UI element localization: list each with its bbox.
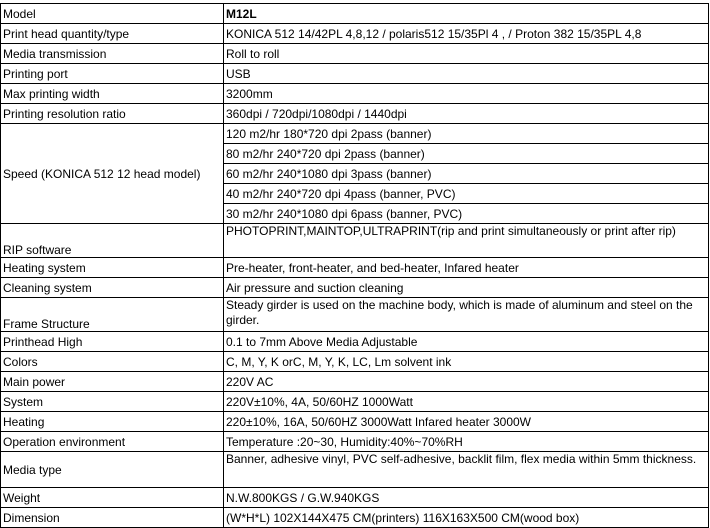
spec-value: 360dpi / 720dpi/1080dpi / 1440dpi: [224, 104, 709, 124]
spec-value: 220V AC: [224, 372, 709, 392]
table-row: [1, 84, 709, 104]
speed-value: 60 m2/hr 240*1080 dpi 3pass (banner): [224, 164, 709, 184]
speed-value: 30 m2/hr 240*1080 dpi 6pass (banner, PVC): [224, 204, 709, 224]
speed-value: 40 m2/hr 240*720 dpi 4pass (banner, PVC): [224, 184, 709, 204]
spec-label: Frame Structure: [1, 298, 224, 332]
spec-value: Air pressure and suction cleaning: [224, 278, 709, 298]
table-row: [1, 224, 709, 258]
spec-table-body: [1, 4, 709, 528]
spec-value: Steady girder is used on the machine body, which is made of aluminum and steel on the girder.: [224, 298, 709, 332]
speed-value: 80 m2/hr 240*720 dpi 2pass (banner): [224, 144, 709, 164]
table-row: [1, 124, 709, 144]
spec-label: RIP software: [1, 224, 224, 258]
table-row: [1, 488, 709, 508]
spec-label: Max printing width: [1, 84, 224, 104]
speed-value: 120 m2/hr 180*720 dpi 2pass (banner): [224, 124, 709, 144]
spec-value: C, M, Y, K orC, M, Y, K, LC, Lm solvent ink: [224, 352, 709, 372]
spec-value: PHOTOPRINT,MAINTOP,ULTRAPRINT(rip and print simultaneously or print after rip): [224, 224, 709, 258]
spec-value: KONICA 512 14/42PL 4,8,12 / polaris512 15/35Pl 4 , / Proton 382 15/35PL 4,8: [224, 24, 709, 44]
spec-value: 3200mm: [224, 84, 709, 104]
table-row: [1, 332, 709, 352]
spec-value: 220±10%, 16A, 50/60HZ 3000Watt Infared heater 3000W: [224, 412, 709, 432]
spec-value: N.W.800KGS / G.W.940KGS: [224, 488, 709, 508]
table-row: [1, 44, 709, 64]
spec-label: Printing port: [1, 64, 224, 84]
spec-value: M12L: [224, 4, 709, 24]
spec-label: Printing resolution ratio: [1, 104, 224, 124]
spec-value: Pre-heater, front-heater, and bed-heater, Infared heater: [224, 258, 709, 278]
spec-label: Media transmission: [1, 44, 224, 64]
spec-value: 220V±10%, 4A, 50/60HZ 1000Watt: [224, 392, 709, 412]
spec-label: Dimension: [1, 508, 224, 528]
spec-label: Weight: [1, 488, 224, 508]
table-row: [1, 298, 709, 332]
table-row: [1, 392, 709, 412]
table-row: [1, 508, 709, 528]
spec-label: Printhead High: [1, 332, 224, 352]
table-row: [1, 372, 709, 392]
spec-value: 0.1 to 7mm Above Media Adjustable: [224, 332, 709, 352]
table-row: [1, 104, 709, 124]
spec-label: Print head quantity/type: [1, 24, 224, 44]
table-row: [1, 432, 709, 452]
spec-label: Model: [1, 4, 224, 24]
spec-value: USB: [224, 64, 709, 84]
spec-value: (W*H*L) 102X144X475 CM(printers) 116X163X500 CM(wood box): [224, 508, 709, 528]
table-row: [1, 452, 709, 488]
table-row: [1, 258, 709, 278]
table-row: [1, 352, 709, 372]
table-row: [1, 278, 709, 298]
spec-label: Cleaning system: [1, 278, 224, 298]
spec-label: Main power: [1, 372, 224, 392]
spec-value: Roll to roll: [224, 44, 709, 64]
spec-table: [0, 3, 709, 528]
table-row: [1, 412, 709, 432]
table-row: [1, 64, 709, 84]
spec-label: Speed (KONICA 512 12 head model): [1, 124, 224, 224]
table-row: [1, 4, 709, 24]
table-row: [1, 24, 709, 44]
spec-label: Media type: [1, 452, 224, 488]
spec-value: Banner, adhesive vinyl, PVC self-adhesive, backlit film, flex media within 5mm thickness.: [224, 452, 709, 488]
spec-label: System: [1, 392, 224, 412]
spec-label: Heating: [1, 412, 224, 432]
spec-label: Heating system: [1, 258, 224, 278]
spec-label: Colors: [1, 352, 224, 372]
spec-value: Temperature :20~30, Humidity:40%~70%RH: [224, 432, 709, 452]
spec-label: Operation environment: [1, 432, 224, 452]
